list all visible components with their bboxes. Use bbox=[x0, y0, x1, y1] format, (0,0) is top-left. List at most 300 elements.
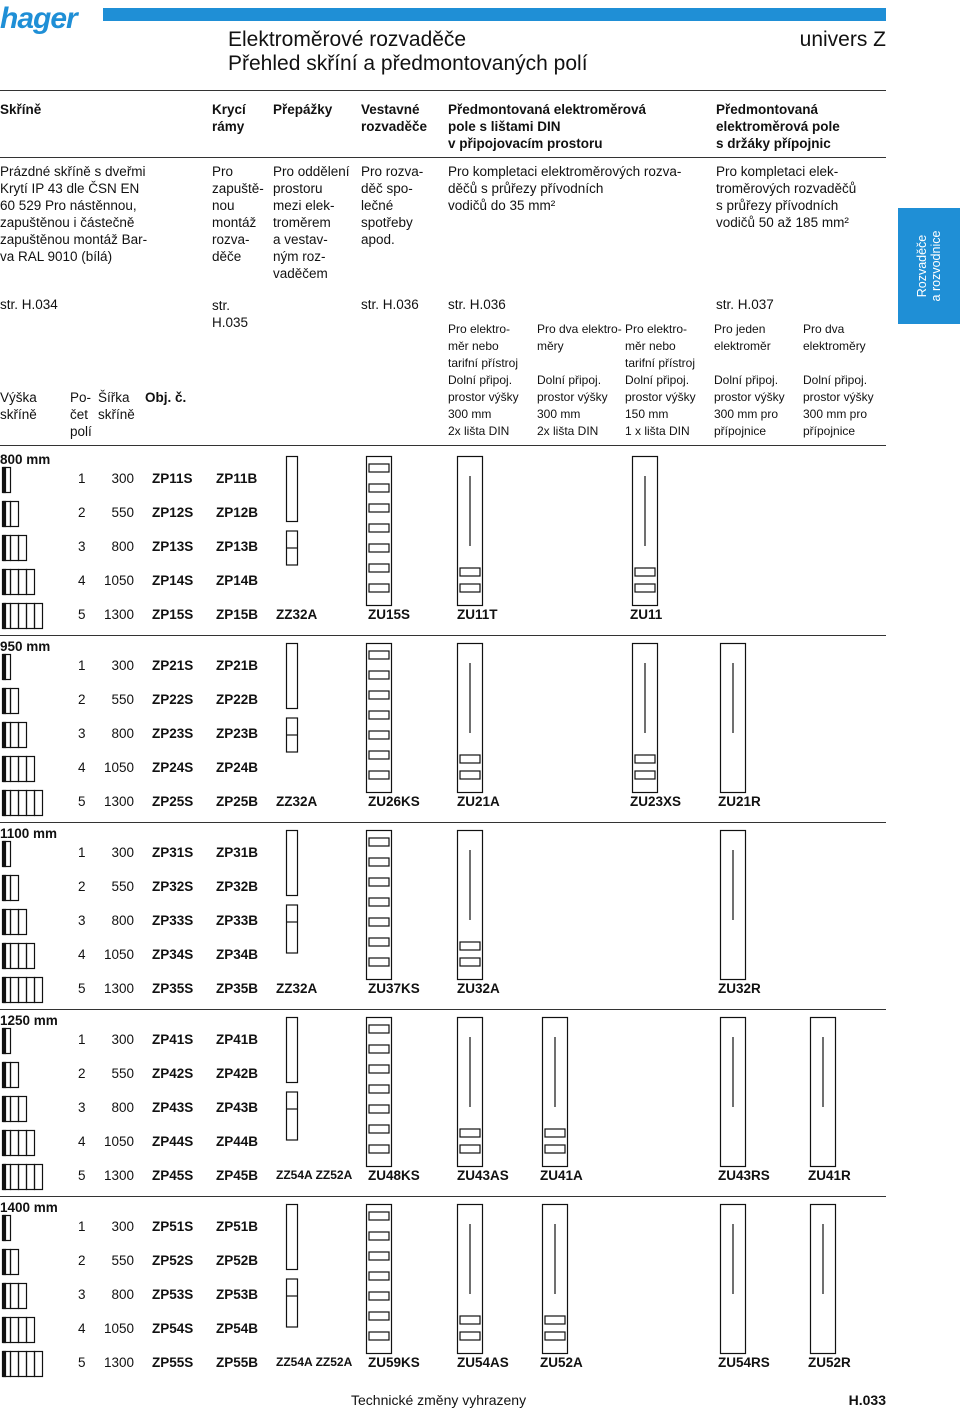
order-number-cabinet[interactable]: ZP13S bbox=[152, 539, 194, 554]
cabinet-field bbox=[19, 757, 27, 782]
cabinet-icon bbox=[2, 1351, 43, 1377]
order-number-cabinet[interactable]: ZP33S bbox=[152, 913, 194, 928]
cabinet-field bbox=[19, 1131, 27, 1156]
din-rail bbox=[460, 568, 480, 576]
door-hinge bbox=[4, 944, 6, 969]
cabinet-icon bbox=[2, 756, 35, 782]
col-header-line: Krycí bbox=[212, 102, 246, 117]
order-number-frame[interactable]: ZP21B bbox=[216, 658, 259, 673]
order-number-partition[interactable]: ZZ32A bbox=[276, 981, 318, 996]
desc-line: děčů s průřezy přívodních bbox=[448, 181, 604, 196]
door-hinge bbox=[4, 910, 6, 935]
desc-line: montáž bbox=[212, 215, 257, 230]
col-header-line: Vestavné bbox=[361, 102, 420, 117]
divider bbox=[0, 445, 886, 446]
sub-line: 150 mm bbox=[625, 407, 669, 421]
busbar-panel-icon bbox=[720, 1204, 746, 1354]
order-number-frame[interactable]: ZP51B bbox=[216, 1219, 259, 1234]
din-rail bbox=[369, 651, 389, 659]
order-number-busbar-2[interactable]: ZU52R bbox=[808, 1355, 851, 1370]
page-title bbox=[228, 28, 588, 76]
order-number-cabinet[interactable]: ZP41S bbox=[152, 1032, 194, 1047]
cabinet-field bbox=[19, 570, 27, 595]
order-number-din-3[interactable]: ZU23XS bbox=[630, 794, 682, 809]
order-number-frame[interactable]: ZP54B bbox=[216, 1321, 259, 1336]
order-number-cabinet[interactable]: ZP21S bbox=[152, 658, 194, 673]
order-number-frame[interactable]: ZP32B bbox=[216, 879, 259, 894]
cabinet-icon bbox=[2, 1164, 43, 1190]
desc-line: Pro oddělení bbox=[273, 164, 350, 179]
desc-line: s průřezy přívodních bbox=[716, 198, 839, 213]
cabinet-field bbox=[27, 604, 35, 629]
cabinet-icon bbox=[2, 977, 43, 1003]
section-height-label: 800 mm bbox=[0, 452, 51, 467]
desc-line: vodičů 50 až 185 mm² bbox=[716, 215, 849, 230]
order-number-busbar-1[interactable]: ZU32R bbox=[718, 981, 761, 996]
cabinet-icon bbox=[2, 467, 11, 493]
ref-builtin[interactable]: str. H.036 bbox=[361, 297, 419, 312]
sub-line: 300 mm pro bbox=[803, 407, 868, 421]
cabinet-field bbox=[19, 1284, 27, 1309]
partition-icon bbox=[286, 456, 298, 606]
partition-icon bbox=[286, 1204, 298, 1354]
sub-line: elektroměry bbox=[803, 339, 866, 353]
field-count: 2 bbox=[78, 692, 86, 707]
order-number-din-2[interactable]: ZU41A bbox=[540, 1168, 583, 1183]
door-hinge bbox=[4, 842, 6, 867]
desc-line: lečné bbox=[361, 198, 394, 213]
din-rail bbox=[460, 958, 480, 966]
order-number-frame[interactable]: ZP41B bbox=[216, 1032, 259, 1047]
sub-line bbox=[537, 355, 622, 372]
door-hinge bbox=[4, 876, 6, 901]
order-number-builtin[interactable]: ZU37KS bbox=[368, 981, 420, 996]
title-line-1: Elektroměrové rozvaděče bbox=[228, 28, 467, 51]
din-rail bbox=[369, 898, 389, 906]
sub-line: přípojnice bbox=[803, 424, 856, 438]
desc-din bbox=[448, 163, 681, 214]
col-header-frames bbox=[212, 101, 246, 135]
field-count: 4 bbox=[78, 573, 86, 588]
sub-line bbox=[714, 355, 785, 372]
cabinet-field bbox=[11, 570, 19, 595]
din-rail bbox=[460, 1129, 480, 1137]
order-number-builtin[interactable]: ZU48KS bbox=[368, 1168, 420, 1183]
partition-top bbox=[287, 1205, 298, 1270]
divider bbox=[0, 1009, 886, 1010]
meter-panel-icon bbox=[457, 1017, 483, 1167]
order-number-cabinet[interactable]: ZP55S bbox=[152, 1355, 194, 1370]
desc-line: apod. bbox=[361, 232, 395, 247]
cabinet-field bbox=[11, 910, 19, 935]
order-number-cabinet[interactable]: ZP12S bbox=[152, 505, 194, 520]
order-number-frame[interactable]: ZP23B bbox=[216, 726, 259, 741]
cabinet-icon bbox=[2, 1317, 35, 1343]
cabinet-icon bbox=[2, 1028, 11, 1054]
door-hinge bbox=[4, 1131, 6, 1156]
cabinet-field bbox=[19, 1097, 27, 1122]
subcol-2 bbox=[537, 321, 622, 440]
order-number-cabinet[interactable]: ZP53S bbox=[152, 1287, 194, 1302]
din-rail bbox=[369, 958, 389, 966]
section-height-label: 1100 mm bbox=[0, 826, 58, 841]
order-number-busbar-1[interactable]: ZU54RS bbox=[718, 1355, 770, 1370]
order-number-din-1[interactable]: ZU54AS bbox=[457, 1355, 509, 1370]
order-number-cabinet[interactable]: ZP15S bbox=[152, 607, 194, 622]
field-count: 3 bbox=[78, 726, 86, 741]
col-header-line: rámy bbox=[212, 119, 245, 134]
order-number-partition[interactable]: ZZ54A ZZ52A bbox=[276, 1355, 353, 1369]
tab-line: Rozvaděče bbox=[915, 234, 929, 298]
desc-line: děč spo- bbox=[361, 181, 413, 196]
order-number-frame[interactable]: ZP25B bbox=[216, 794, 259, 809]
din-rail bbox=[369, 1065, 389, 1073]
order-number-din-1[interactable]: ZU11T bbox=[457, 607, 498, 622]
order-number-cabinet[interactable]: ZP45S bbox=[152, 1168, 194, 1183]
sub-line: Dolní připoj. bbox=[537, 373, 602, 387]
sub-line: 300 mm bbox=[537, 407, 581, 421]
meter-panel-icon bbox=[457, 1204, 483, 1354]
busbar-panel-icon bbox=[720, 643, 746, 793]
cabinet-field bbox=[11, 944, 19, 969]
busbar-panel-icon bbox=[810, 1017, 836, 1167]
din-rail bbox=[369, 838, 389, 846]
order-number-busbar-2[interactable]: ZU41R bbox=[808, 1168, 851, 1183]
sub-line: Pro dva elektro- bbox=[537, 322, 622, 336]
order-number-din-2[interactable]: ZU52A bbox=[540, 1355, 583, 1370]
order-number-cabinet[interactable]: ZP14S bbox=[152, 573, 194, 588]
cabinet-field bbox=[11, 1097, 19, 1122]
subcol-4 bbox=[714, 321, 785, 440]
order-number-frame[interactable]: ZP43B bbox=[216, 1100, 259, 1115]
order-number-partition[interactable]: ZZ32A bbox=[276, 607, 318, 622]
sub-line: měr nebo bbox=[448, 339, 499, 353]
order-number-cabinet[interactable]: ZP22S bbox=[152, 692, 194, 707]
order-number-frame[interactable]: ZP55B bbox=[216, 1355, 259, 1370]
head-line: Po- bbox=[70, 390, 92, 405]
door-hinge bbox=[4, 1318, 6, 1343]
builtin-icon bbox=[366, 643, 392, 793]
din-rail bbox=[369, 771, 389, 779]
din-rail bbox=[460, 771, 480, 779]
sub-line: Dolní připoj. bbox=[448, 373, 513, 387]
desc-line: spotřeby bbox=[361, 215, 413, 230]
door-hinge bbox=[4, 1097, 6, 1122]
order-number-frame[interactable]: ZP14B bbox=[216, 573, 259, 588]
page-number-value: H.033 bbox=[848, 1392, 886, 1408]
sub-line bbox=[803, 355, 874, 372]
order-number-cabinet[interactable]: ZP35S bbox=[152, 981, 194, 996]
order-number-frame[interactable]: ZP15B bbox=[216, 607, 259, 622]
cabinet-field bbox=[11, 536, 19, 561]
desc-line: Prázdné skříně s dveřmi bbox=[0, 164, 146, 179]
cabinet-icon bbox=[2, 688, 19, 714]
cabinet-icon bbox=[2, 722, 27, 748]
subcol-5 bbox=[803, 321, 874, 440]
cabinet-width: 300 bbox=[111, 471, 134, 486]
door-hinge bbox=[4, 502, 6, 527]
cabinet-width: 1300 bbox=[103, 1355, 134, 1370]
partition-mid bbox=[287, 905, 298, 953]
desc-line: mezi elek- bbox=[273, 198, 335, 213]
cabinet-width: 1050 bbox=[103, 947, 134, 962]
section-tab[interactable] bbox=[898, 208, 960, 324]
cabinet-width: 800 bbox=[111, 1100, 134, 1115]
field-count: 1 bbox=[78, 1219, 86, 1234]
order-number-din-1[interactable]: ZU21A bbox=[457, 794, 500, 809]
meter-panel-icon bbox=[457, 830, 483, 980]
din-rail bbox=[369, 1045, 389, 1053]
order-number-frame[interactable]: ZP12B bbox=[216, 505, 259, 520]
desc-line: Pro rozva- bbox=[361, 164, 424, 179]
door-hinge bbox=[4, 757, 6, 782]
door-hinge bbox=[4, 468, 6, 493]
order-number-din-1[interactable]: ZU43AS bbox=[457, 1168, 509, 1183]
order-number-builtin[interactable]: ZU15S bbox=[368, 607, 411, 622]
cabinet-width: 1300 bbox=[103, 794, 134, 809]
meter-panel-icon bbox=[457, 456, 483, 606]
order-number-cabinet[interactable]: ZP54S bbox=[152, 1321, 194, 1336]
cabinet-field bbox=[35, 978, 43, 1003]
desc-line: děče bbox=[212, 249, 242, 264]
field-count: 3 bbox=[78, 913, 86, 928]
ref-din[interactable]: str. H.036 bbox=[448, 297, 506, 312]
desc-line: zapuštěnou i částečně bbox=[0, 215, 135, 230]
cabinet-field bbox=[11, 723, 19, 748]
order-number-cabinet[interactable]: ZP43S bbox=[152, 1100, 194, 1115]
cabinet-icon bbox=[2, 501, 19, 527]
meter-panel-icon bbox=[542, 1204, 568, 1354]
col-header-line: Předmontovaná bbox=[716, 102, 819, 117]
cabinet-field bbox=[11, 689, 19, 714]
order-number-frame[interactable]: ZP22B bbox=[216, 692, 259, 707]
order-number-frame[interactable]: ZP33B bbox=[216, 913, 259, 928]
din-rail bbox=[369, 858, 389, 866]
head-line: Šířka bbox=[98, 390, 130, 405]
cabinet-icon bbox=[2, 603, 43, 629]
partition-icon bbox=[286, 643, 298, 793]
cabinet-icon bbox=[2, 535, 27, 561]
order-number-cabinet[interactable]: ZP51S bbox=[152, 1219, 194, 1234]
door-hinge bbox=[4, 689, 6, 714]
cabinet-field bbox=[11, 502, 19, 527]
cabinet-width: 300 bbox=[111, 1032, 134, 1047]
door-hinge bbox=[4, 570, 6, 595]
din-rail bbox=[369, 671, 389, 679]
din-rail bbox=[369, 504, 389, 512]
door-hinge bbox=[4, 791, 6, 816]
cabinet-icon bbox=[2, 875, 19, 901]
desc-line: troměrových rozvaděčů bbox=[716, 181, 857, 196]
col-header-partitions: Přepážky bbox=[273, 102, 333, 117]
din-rail bbox=[369, 878, 389, 886]
cabinet-field bbox=[27, 1318, 35, 1343]
cabinet-field bbox=[19, 1318, 27, 1343]
section-tab-label bbox=[915, 231, 943, 302]
order-number-din-1[interactable]: ZU32A bbox=[457, 981, 500, 996]
cabinet-field bbox=[35, 1165, 43, 1190]
sub-line: prostor výšky bbox=[803, 390, 874, 404]
order-number-cabinet[interactable]: ZP24S bbox=[152, 760, 194, 775]
order-number-frame[interactable]: ZP53B bbox=[216, 1287, 259, 1302]
desc-line: a vestav- bbox=[273, 232, 328, 247]
din-rail bbox=[369, 1105, 389, 1113]
order-number-cabinet[interactable]: ZP25S bbox=[152, 794, 194, 809]
header-bar bbox=[103, 8, 886, 21]
din-rail bbox=[369, 731, 389, 739]
ref-cabinets[interactable]: str. H.034 bbox=[0, 297, 58, 312]
order-number-frame[interactable]: ZP11B bbox=[216, 471, 258, 486]
din-rail bbox=[369, 484, 389, 492]
field-count: 4 bbox=[78, 1134, 86, 1149]
sub-line: prostor výšky bbox=[625, 390, 696, 404]
order-number-cabinet[interactable]: ZP31S bbox=[152, 845, 194, 860]
order-number-cabinet[interactable]: ZP23S bbox=[152, 726, 194, 741]
order-number-frame[interactable]: ZP45B bbox=[216, 1168, 259, 1183]
head-count bbox=[70, 389, 92, 440]
desc-partitions bbox=[273, 163, 350, 282]
field-count: 4 bbox=[78, 1321, 86, 1336]
din-rail bbox=[369, 1252, 389, 1260]
order-number-cabinet[interactable]: ZP52S bbox=[152, 1253, 194, 1268]
order-number-cabinet[interactable]: ZP34S bbox=[152, 947, 194, 962]
head-line: čet bbox=[70, 407, 89, 422]
field-count: 2 bbox=[78, 879, 86, 894]
partition-mid bbox=[287, 1279, 298, 1327]
col-header-line: v připojovacím prostoru bbox=[448, 136, 603, 151]
field-count: 5 bbox=[78, 1355, 86, 1370]
universe-label: univers Z bbox=[799, 28, 886, 51]
field-count: 5 bbox=[78, 794, 86, 809]
footer-note: Technické změny vyhrazeny bbox=[351, 1392, 527, 1408]
ref-frames[interactable] bbox=[212, 297, 248, 331]
order-number-frame[interactable]: ZP31B bbox=[216, 845, 259, 860]
cabinet-field bbox=[35, 1352, 43, 1377]
hager-logo: hager bbox=[0, 2, 77, 35]
head-width bbox=[98, 389, 135, 423]
order-number-busbar-1[interactable]: ZU21R bbox=[718, 794, 761, 809]
builtin-frame bbox=[367, 457, 392, 606]
sub-line: měr nebo bbox=[625, 339, 676, 353]
order-number-frame[interactable]: ZP34B bbox=[216, 947, 259, 962]
order-number-cabinet[interactable]: ZP42S bbox=[152, 1066, 194, 1081]
door-hinge bbox=[4, 1284, 6, 1309]
sub-line: prostor výšky bbox=[714, 390, 785, 404]
cabinet-icon bbox=[2, 1096, 27, 1122]
order-number-builtin[interactable]: ZU26KS bbox=[368, 794, 420, 809]
head-line: Výška bbox=[0, 390, 37, 405]
din-rail bbox=[545, 1332, 565, 1340]
cabinet-field bbox=[19, 978, 27, 1003]
order-number-din-3[interactable]: ZU11 bbox=[630, 607, 663, 622]
order-number-cabinet[interactable]: ZP44S bbox=[152, 1134, 194, 1149]
field-count: 1 bbox=[78, 845, 86, 860]
cabinet-field bbox=[27, 570, 35, 595]
cabinet-field bbox=[19, 1352, 27, 1377]
busbar-panel-icon bbox=[810, 1204, 836, 1354]
cabinet-icon bbox=[2, 1249, 19, 1275]
din-rail bbox=[369, 1292, 389, 1300]
cabinet-field bbox=[19, 604, 27, 629]
order-number-frame[interactable]: ZP42B bbox=[216, 1066, 259, 1081]
din-rail bbox=[460, 755, 480, 763]
order-number-frame[interactable]: ZP52B bbox=[216, 1253, 259, 1268]
door-hinge bbox=[4, 604, 6, 629]
subcol-1 bbox=[448, 321, 519, 440]
section-height-label: 1250 mm bbox=[0, 1013, 58, 1028]
order-number-cabinet[interactable]: ZP32S bbox=[152, 879, 194, 894]
col-header-builtin bbox=[361, 101, 427, 135]
din-rail bbox=[460, 942, 480, 950]
sub-line: prostor výšky bbox=[448, 390, 519, 404]
sub-line: Dolní připoj. bbox=[803, 373, 868, 387]
din-rail bbox=[369, 1272, 389, 1280]
cabinet-field bbox=[19, 723, 27, 748]
page-number bbox=[849, 1392, 886, 1408]
desc-line: prostoru bbox=[273, 181, 323, 196]
door-hinge bbox=[4, 536, 6, 561]
head-line: polí bbox=[70, 424, 92, 439]
order-number-frame[interactable]: ZP35B bbox=[216, 981, 259, 996]
head-order-no: Obj. č. bbox=[145, 390, 187, 405]
cabinet-field bbox=[19, 1165, 27, 1190]
ref-line: H.035 bbox=[212, 315, 249, 330]
cabinet-field bbox=[11, 604, 19, 629]
cabinet-field bbox=[11, 1165, 19, 1190]
sub-line: elektroměr bbox=[714, 339, 771, 353]
order-number-partition[interactable]: ZZ54A ZZ52A bbox=[276, 1168, 353, 1182]
divider bbox=[0, 635, 886, 636]
din-rail bbox=[635, 755, 655, 763]
cabinet-icon bbox=[2, 1283, 27, 1309]
order-number-frame[interactable]: ZP13B bbox=[216, 539, 259, 554]
desc-line: Krytí IP 43 dle ČSN EN bbox=[0, 181, 140, 196]
din-rail bbox=[369, 918, 389, 926]
section-height-label: 950 mm bbox=[0, 639, 51, 654]
din-rail bbox=[369, 1212, 389, 1220]
divider bbox=[0, 157, 886, 158]
desc-line: zapuštěnou montáž Bar- bbox=[0, 232, 148, 247]
din-rail bbox=[369, 584, 389, 592]
desc-line: Pro kompletaci elektroměrových rozva- bbox=[448, 164, 682, 179]
order-number-frame[interactable]: ZP44B bbox=[216, 1134, 259, 1149]
field-count: 2 bbox=[78, 505, 86, 520]
cabinet-icon bbox=[2, 654, 11, 680]
sub-line: Pro jeden bbox=[714, 322, 766, 336]
col-header-cabinets: Skříně bbox=[0, 102, 42, 117]
order-number-frame[interactable]: ZP24B bbox=[216, 760, 259, 775]
builtin-icon bbox=[366, 1017, 392, 1167]
order-number-busbar-1[interactable]: ZU43RS bbox=[718, 1168, 770, 1183]
ref-busbar[interactable]: str. H.037 bbox=[716, 297, 774, 312]
builtin-icon bbox=[366, 1204, 392, 1354]
door-hinge bbox=[4, 1250, 6, 1275]
cabinet-field bbox=[11, 1063, 19, 1088]
cabinet-width: 550 bbox=[111, 879, 134, 894]
desc-line: ným roz- bbox=[273, 249, 326, 264]
order-number-partition[interactable]: ZZ32A bbox=[276, 794, 318, 809]
col-header-line: elektroměrová pole bbox=[716, 119, 840, 134]
order-number-cabinet[interactable]: ZP11S bbox=[152, 471, 193, 486]
field-count: 4 bbox=[78, 947, 86, 962]
cabinet-icon bbox=[2, 909, 27, 935]
desc-line: nou bbox=[212, 198, 235, 213]
head-line: skříně bbox=[98, 407, 135, 422]
order-number-builtin[interactable]: ZU59KS bbox=[368, 1355, 420, 1370]
din-rail bbox=[369, 938, 389, 946]
din-rail bbox=[369, 1332, 389, 1340]
partition-icon bbox=[286, 830, 298, 980]
